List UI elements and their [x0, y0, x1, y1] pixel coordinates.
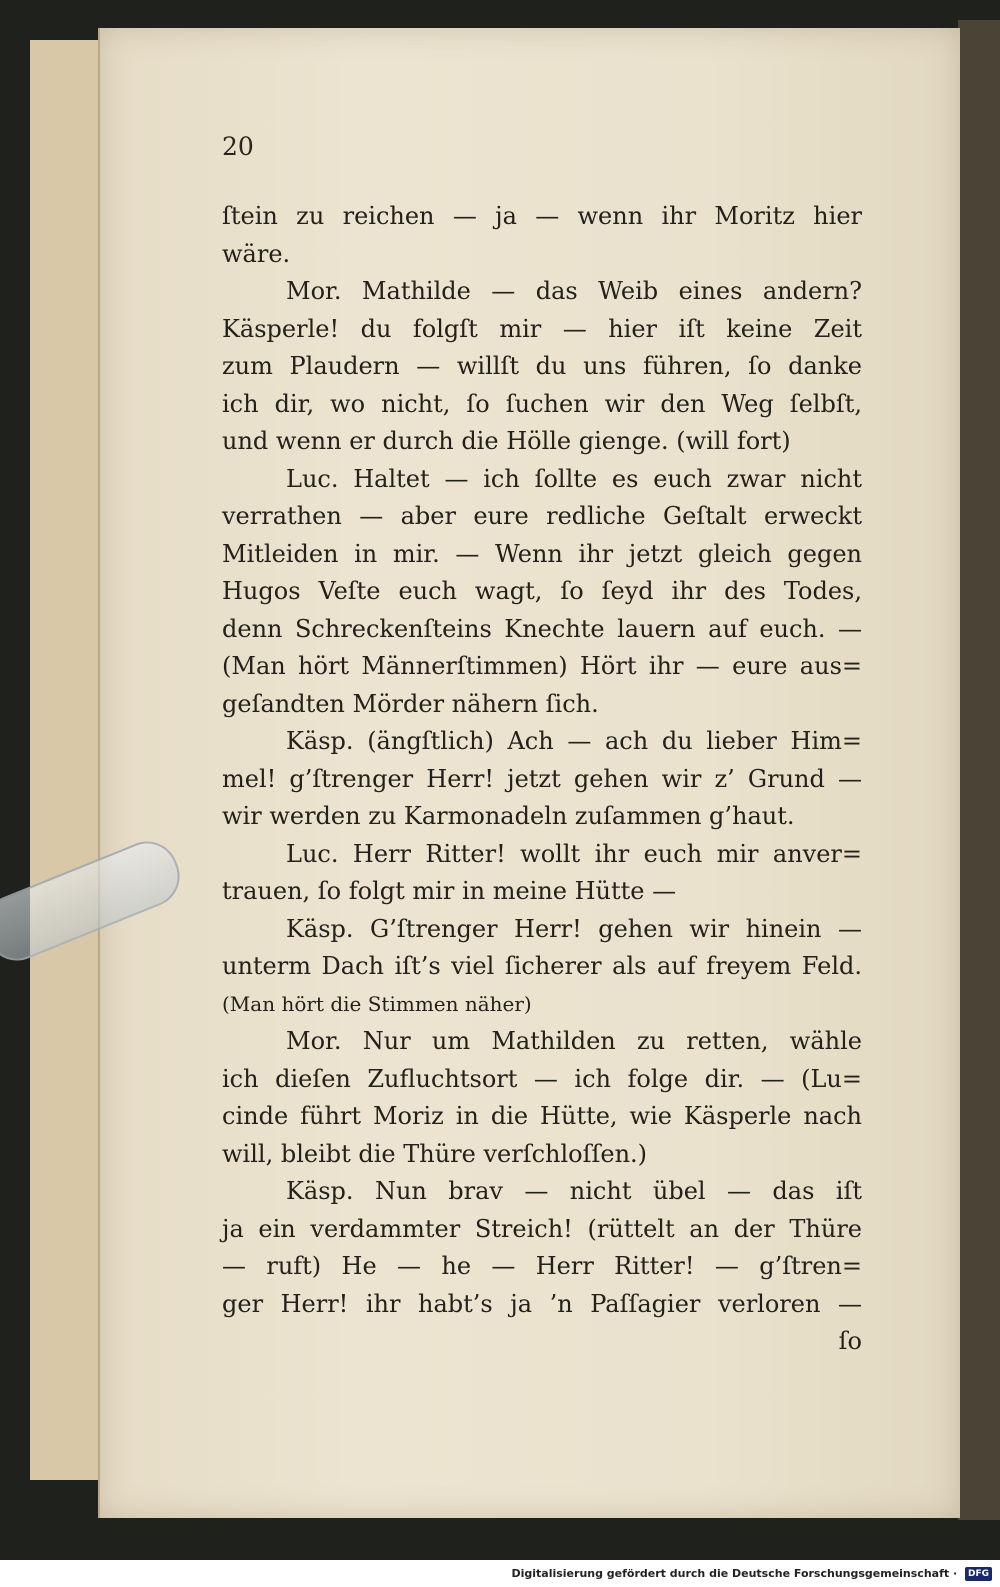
- text-line: geſandten Mörder nähern ſich.: [222, 689, 599, 718]
- text-line: ger Herr! ihr habt’s ja ’n Paſſagier verloren —: [222, 1289, 862, 1318]
- text-line: und wenn er durch die Hölle gienge. (will fort): [222, 427, 791, 455]
- text-line: (Man hört Männerſtimmen) Hört ihr — eure aus=: [222, 652, 862, 680]
- text-line: ſtein zu reichen — ja — wenn ihr Moritz hier: [222, 202, 862, 230]
- text-line: Käsp. Nun brav — nicht übel — das iſt: [286, 1177, 862, 1205]
- text-line: wäre.: [222, 239, 291, 268]
- text-line: ja ein verdammter Streich! (rüttelt an der Thüre: [222, 1214, 862, 1243]
- page-edges: [30, 40, 101, 1480]
- text-line: Hugos Veſte euch wagt, ſo ſeyd ihr des Todes,: [222, 577, 862, 605]
- text-line: unterm Dach iſt’s viel ſicherer als auf freyem Feld.: [222, 952, 862, 980]
- text-line: Mor. Mathilde — das Weib eines andern?: [286, 277, 862, 305]
- text-line: Käsp. (ängſtlich) Ach — ach du lieber Him=: [286, 727, 862, 755]
- text-line: Käsperle! du folgſt mir — hier iſt keine Zeit: [222, 314, 862, 343]
- text-line: will, bleibt die Thüre verſchloſſen.): [222, 1139, 648, 1168]
- text-line: cinde führt Moriz in die Hütte, wie Käsperle nach: [222, 1102, 862, 1130]
- text-line: ich dir, wo nicht, ſo ſuchen wir den Weg ſelbſt,: [222, 389, 862, 418]
- text-line: Luc. Haltet — ich ſollte es euch zwar nicht: [286, 464, 862, 493]
- text-line: Luc. Herr Ritter! wollt ihr euch mir anver=: [286, 839, 862, 868]
- text-line: ſo: [838, 1327, 862, 1355]
- footer-bar: [0, 1560, 1000, 1587]
- text-line: Mitleiden in mir. — Wenn ihr jetzt gleich gegen: [222, 539, 862, 568]
- text-line: zum Plaudern — willſt du uns führen, ſo danke: [222, 352, 862, 380]
- page-text: [222, 198, 862, 1361]
- footer-credit: Digitalisierung gefördert durch die Deutsche Forschungsgemeinschaft ·: [511, 1567, 958, 1580]
- text-line: (Man hört die Stimmen näher): [222, 991, 532, 1016]
- page-number: 20: [222, 132, 254, 161]
- text-line: trauen, ſo folgt mir in meine Hütte —: [222, 877, 677, 905]
- text-line: Käsp. G’ſtrenger Herr! gehen wir hinein —: [286, 914, 862, 943]
- text-line: denn Schreckenſteins Knechte lauern auf euch. —: [222, 614, 862, 643]
- dfg-logo: DFG: [965, 1567, 992, 1581]
- text-line: mel! g’ſtrenger Herr! jetzt gehen wir z’ Grund —: [222, 764, 862, 793]
- text-line: verrathen — aber eure redliche Geſtalt erweckt: [222, 502, 862, 530]
- binding-strip: [958, 20, 1000, 1520]
- text-line: ich dieſen Zufluchtsort — ich folge dir. — (Lu=: [222, 1064, 862, 1093]
- text-line: — ruft) He — he — Herr Ritter! — g’ſtren=: [222, 1252, 862, 1280]
- text-line: Mor. Nur um Mathilden zu retten, wähle: [286, 1027, 862, 1055]
- text-line: wir werden zu Karmonadeln zuſammen g’haut.: [222, 802, 795, 830]
